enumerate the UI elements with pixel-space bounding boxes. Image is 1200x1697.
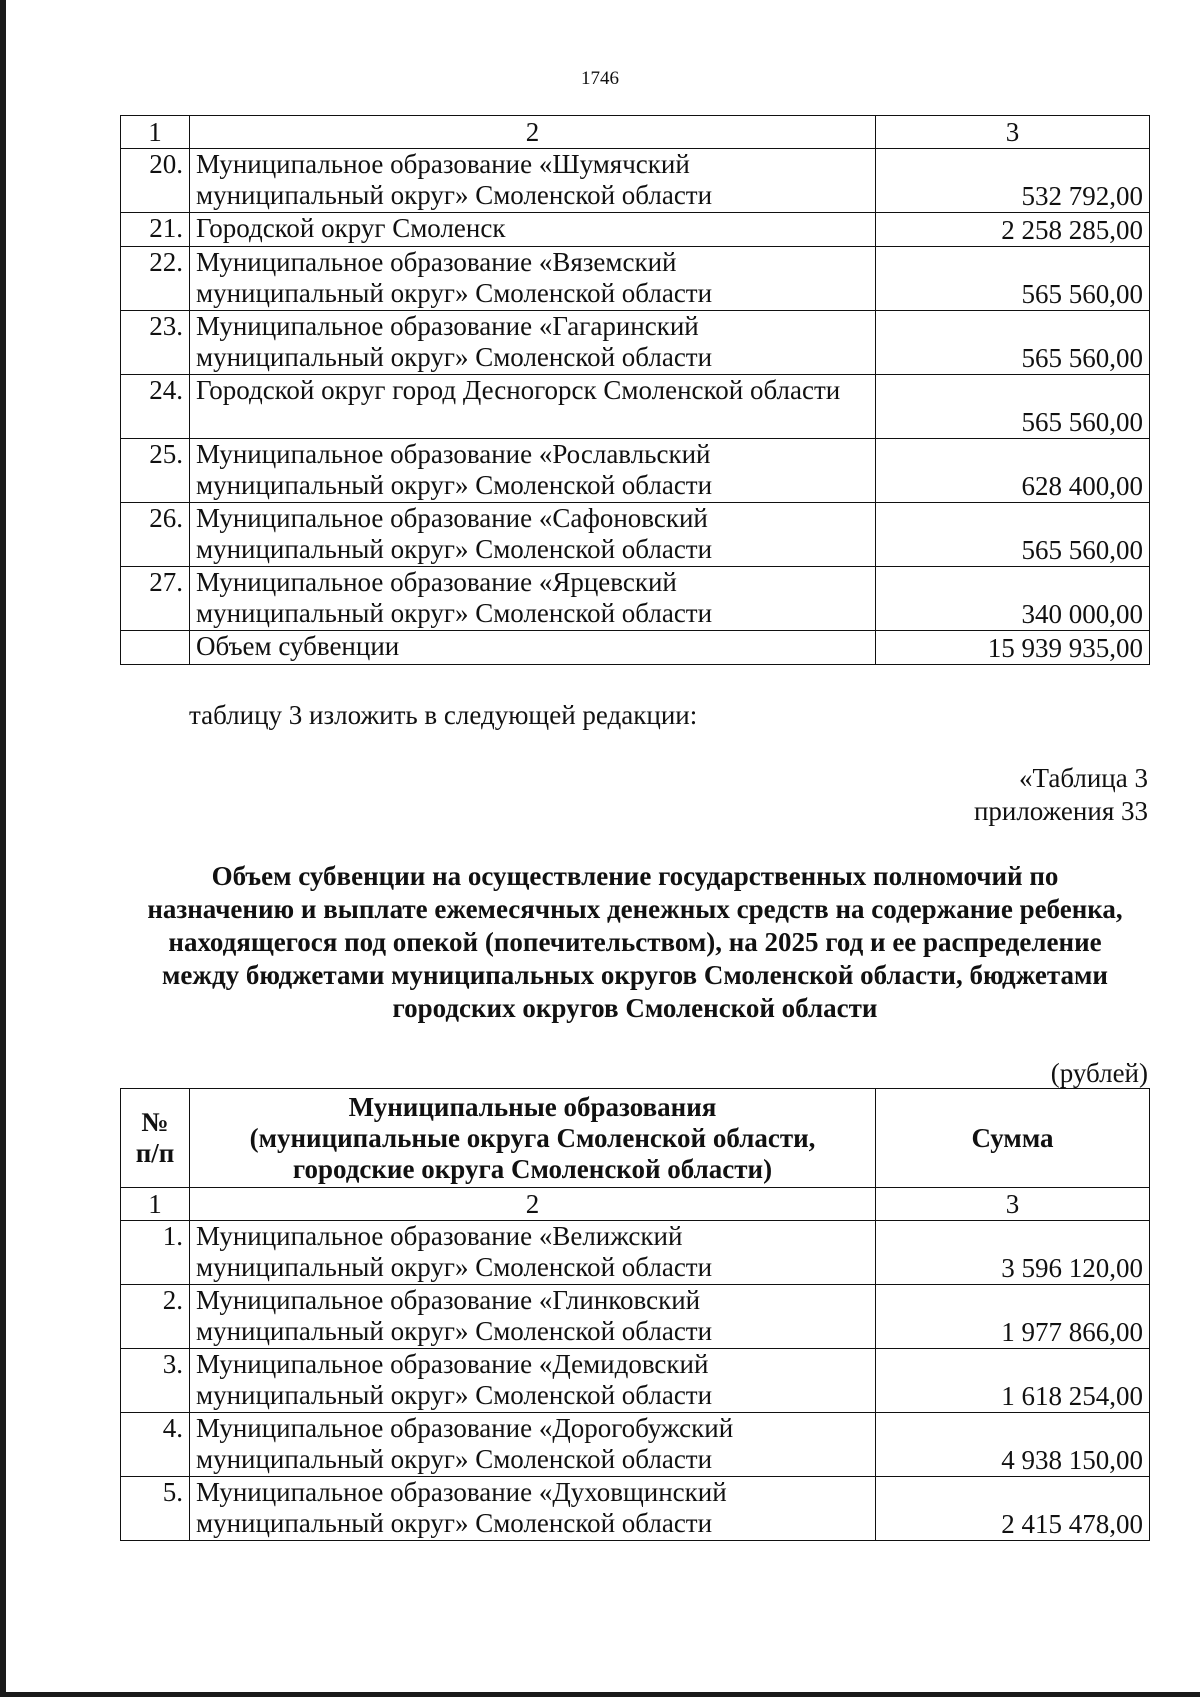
amount: 628 400,00 (876, 439, 1150, 503)
table-row (121, 247, 1150, 311)
amount: 2 415 478,00 (876, 1477, 1150, 1541)
amount: 4 938 150,00 (876, 1413, 1150, 1477)
row-number: 20. (121, 149, 190, 213)
amount: 565 560,00 (876, 375, 1150, 439)
page-number: 1746 (581, 68, 619, 89)
header-line: городские округа Смоленской области) (292, 1153, 773, 1184)
municipality-name: Муниципальное образование «Шумячский муниципальный округ» Смоленской области (190, 149, 876, 213)
row-number: 4. (121, 1413, 190, 1477)
table-row (121, 1413, 1150, 1477)
table-row (121, 503, 1150, 567)
currency-unit: (рублей) (1050, 1058, 1148, 1088)
document-title (110, 860, 1160, 1025)
municipality-name: Муниципальное образование «Сафоновский муниципальный округ» Смоленской области (190, 503, 876, 567)
table-row (121, 1285, 1150, 1349)
total-amount: 15 939 935,00 (876, 631, 1150, 665)
column-number: 2 (190, 116, 876, 149)
header-number: № п/п (121, 1089, 190, 1188)
title-line: между бюджетами муниципальных округов Смоленской области, бюджетами (162, 960, 1108, 990)
column-number: 1 (121, 1188, 190, 1221)
municipality-name: Городской округ Смоленск (190, 213, 876, 247)
municipality-name: Городской округ город Десногорск Смоленской области (190, 375, 876, 439)
row-number: 26. (121, 503, 190, 567)
total-label: Объем субвенции (190, 631, 876, 665)
header-line: (муниципальные округа Смоленской области, (249, 1122, 816, 1153)
column-number-row (121, 1188, 1150, 1221)
municipality-name: Муниципальное образование «Духовщинский муниципальный округ» Смоленской области (190, 1477, 876, 1541)
row-number: 1. (121, 1221, 190, 1285)
amount: 340 000,00 (876, 567, 1150, 631)
amount: 1 977 866,00 (876, 1285, 1150, 1349)
title-line: находящегося под опекой (попечительством), на 2025 год и ее распределение (168, 927, 1102, 957)
row-number: 21. (121, 213, 190, 247)
total-row (121, 631, 1150, 665)
scan-edge-left (0, 0, 6, 1697)
header-line: Муниципальные образования (348, 1091, 717, 1122)
amount: 565 560,00 (876, 503, 1150, 567)
amount: 565 560,00 (876, 311, 1150, 375)
row-number: 5. (121, 1477, 190, 1541)
column-number-row (121, 116, 1150, 149)
row-number: 2. (121, 1285, 190, 1349)
row-number: 22. (121, 247, 190, 311)
row-number: 23. (121, 311, 190, 375)
column-number: 3 (876, 1188, 1150, 1221)
table-row (121, 375, 1150, 439)
municipality-name: Муниципальное образование «Глинковский муниципальный округ» Смоленской области (190, 1285, 876, 1349)
municipality-name: Муниципальное образование «Вяземский муниципальный округ» Смоленской области (190, 247, 876, 311)
row-number: 24. (121, 375, 190, 439)
row-number: 25. (121, 439, 190, 503)
table-row (121, 1349, 1150, 1413)
municipality-name: Муниципальное образование «Гагаринский муниципальный округ» Смоленской области (190, 311, 876, 375)
table-row (121, 1221, 1150, 1285)
header-row (121, 1089, 1150, 1188)
table-row (121, 439, 1150, 503)
column-number: 1 (121, 116, 190, 149)
municipality-name: Муниципальное образование «Велижский муниципальный округ» Смоленской области (190, 1221, 876, 1285)
title-line: городских округов Смоленской области (392, 993, 878, 1023)
row-number: 3. (121, 1349, 190, 1413)
instruction-text: таблицу 3 изложить в следующей редакции: (189, 700, 698, 730)
amount: 2 258 285,00 (876, 213, 1150, 247)
row-number: 27. (121, 567, 190, 631)
amount: 3 596 120,00 (876, 1221, 1150, 1285)
scan-edge-bottom (0, 1692, 1200, 1697)
title-line: назначению и выплате ежемесячных денежных средств на содержание ребенка, (147, 894, 1123, 924)
column-number: 2 (190, 1188, 876, 1221)
table-caption-line: «Таблица 3 (1019, 763, 1148, 793)
column-number: 3 (876, 116, 1150, 149)
title-line: Объем субвенции на осуществление государственных полномочий по (211, 861, 1059, 891)
table-row (121, 1477, 1150, 1541)
municipality-name: Муниципальное образование «Рославльский муниципальный округ» Смоленской области (190, 439, 876, 503)
municipality-name: Муниципальное образование «Демидовский муниципальный округ» Смоленской области (190, 1349, 876, 1413)
table-row (121, 213, 1150, 247)
subvention-table-continued (120, 115, 1150, 665)
amount: 1 618 254,00 (876, 1349, 1150, 1413)
table-row (121, 149, 1150, 213)
table-caption-line: приложения 33 (973, 796, 1148, 826)
table-row (121, 311, 1150, 375)
amount: 532 792,00 (876, 149, 1150, 213)
header-sum: Сумма (876, 1089, 1150, 1188)
municipality-name: Муниципальное образование «Дорогобужский муниципальный округ» Смоленской области (190, 1413, 876, 1477)
municipality-name: Муниципальное образование «Ярцевский муниципальный округ» Смоленской области (190, 567, 876, 631)
header-municipalities (190, 1089, 876, 1188)
subvention-table-3 (120, 1088, 1150, 1541)
total-row-number (121, 631, 190, 665)
table-caption (974, 762, 1148, 828)
amount: 565 560,00 (876, 247, 1150, 311)
table-row (121, 567, 1150, 631)
